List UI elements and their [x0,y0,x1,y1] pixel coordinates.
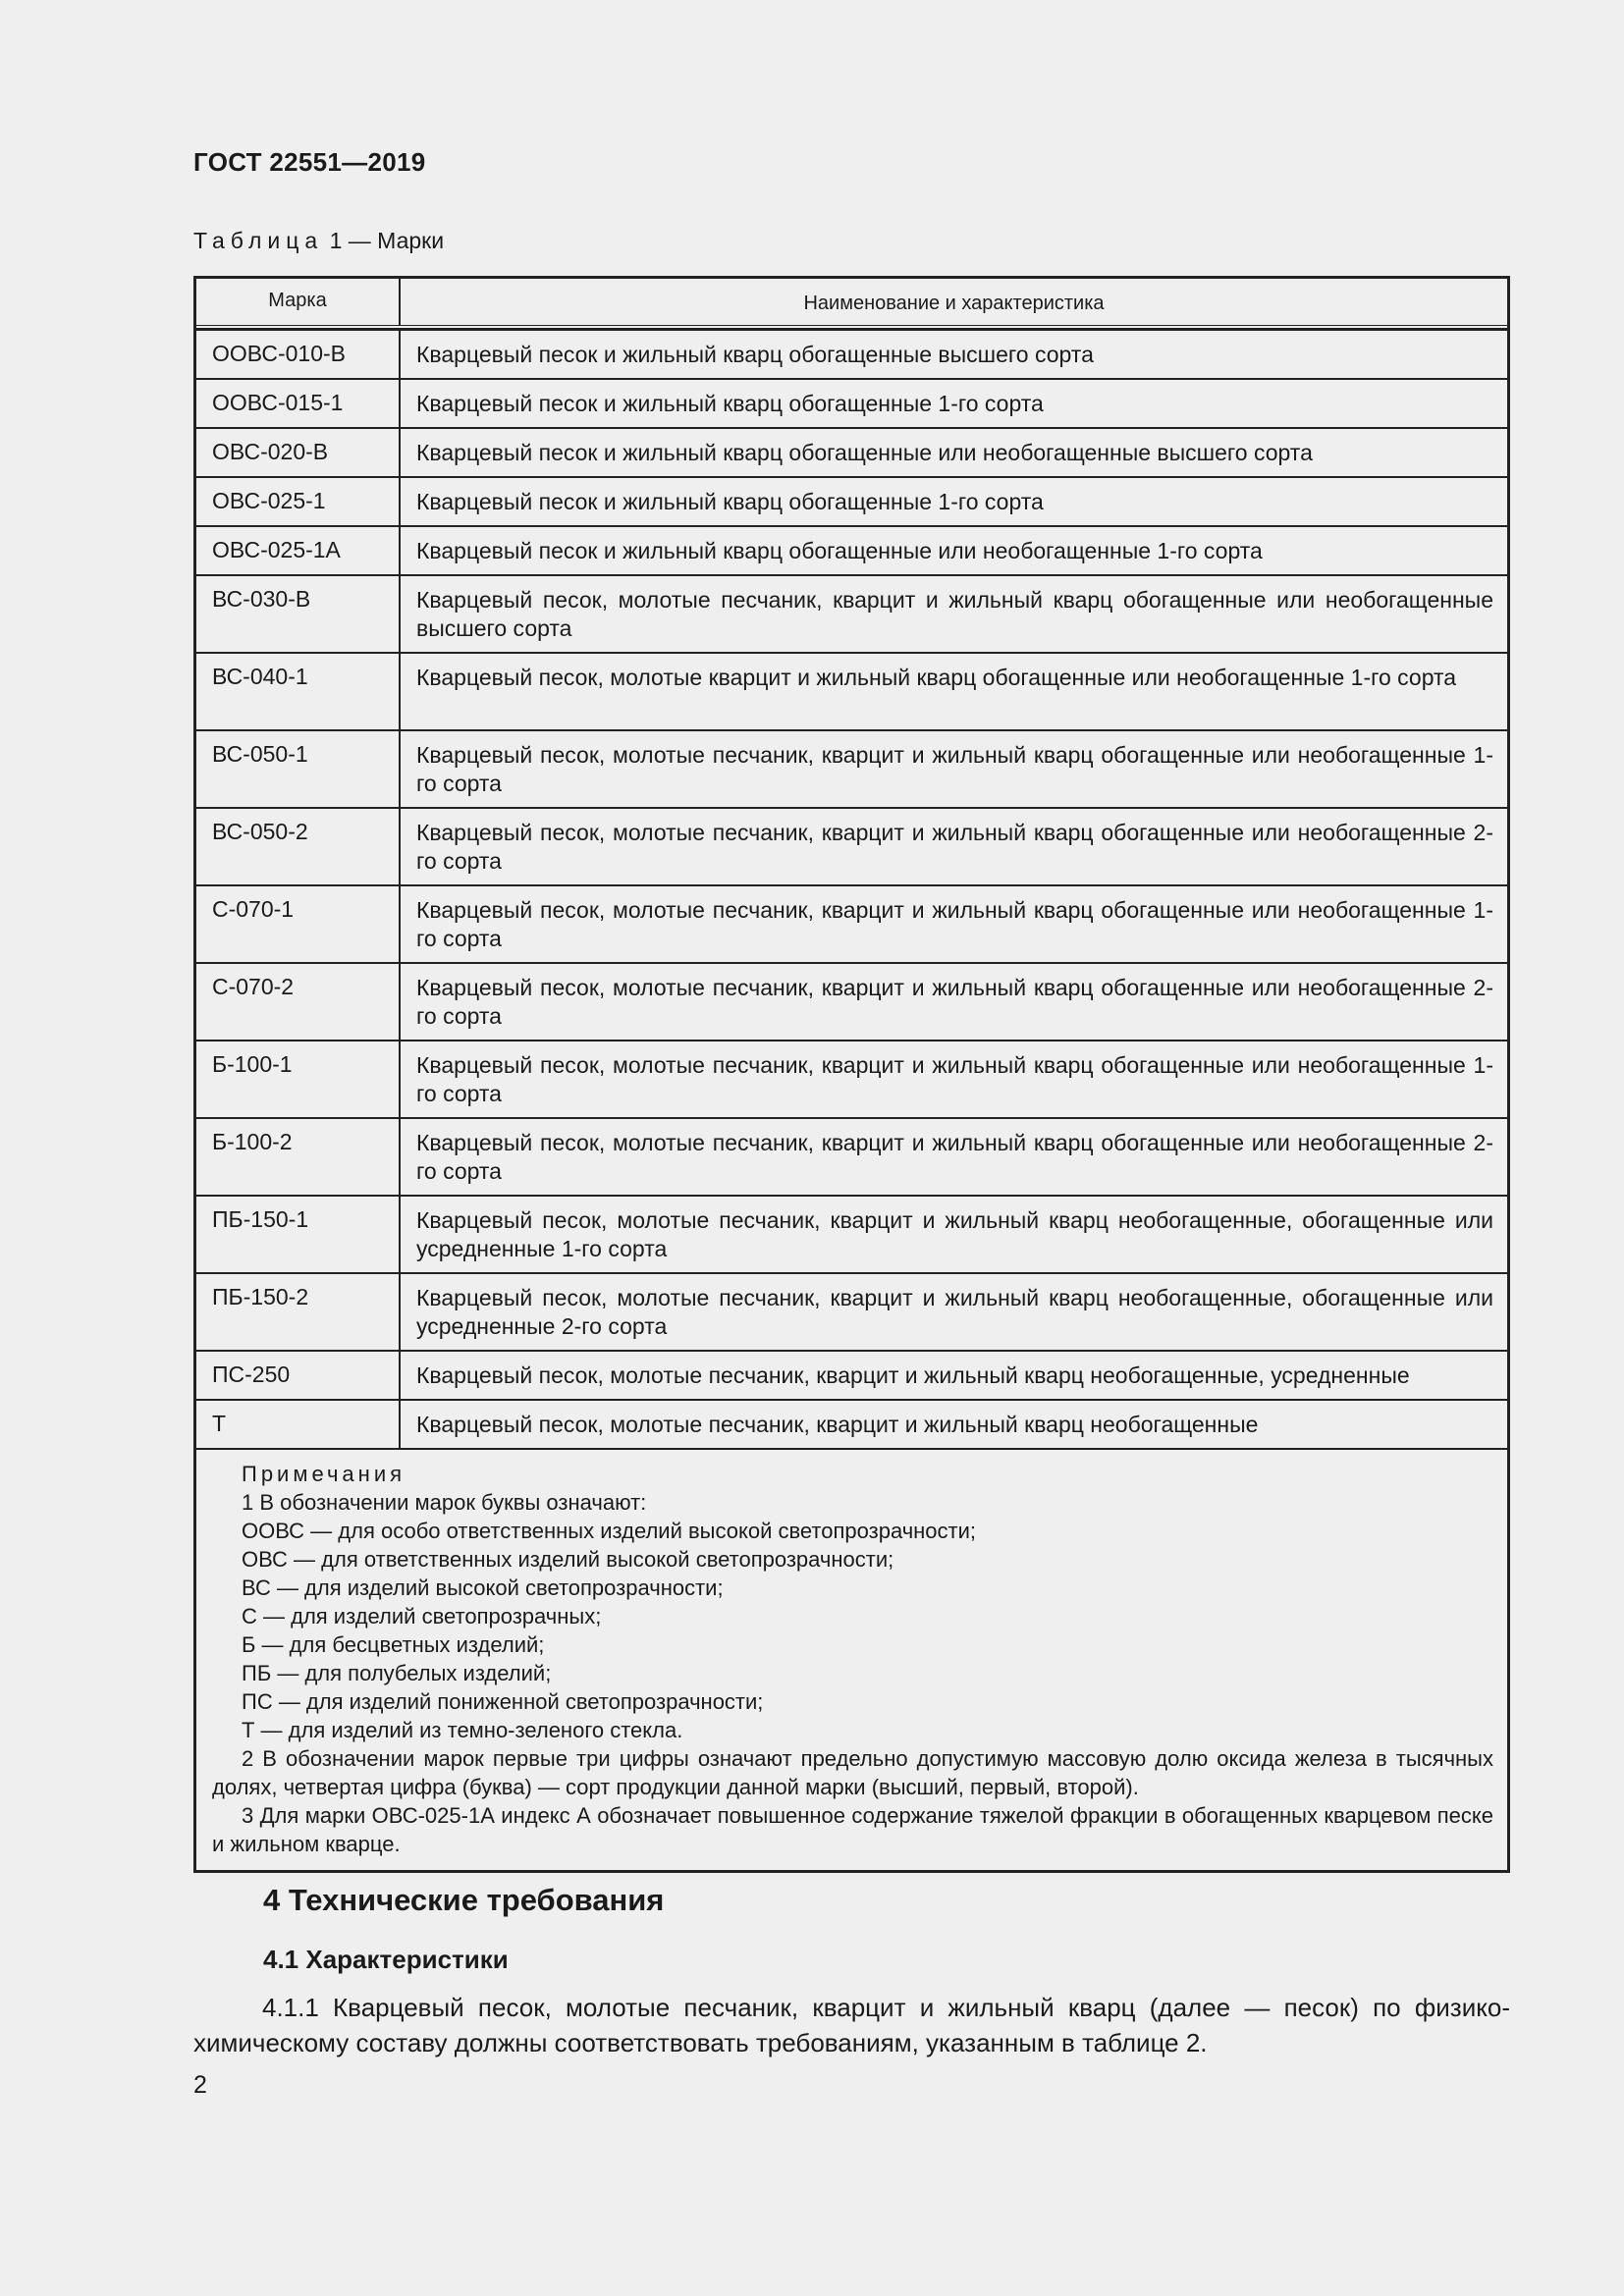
description-cell: Кварцевый песок, молотые песчаник, кварцит и жильный кварц обогащенные или необогащенные 2-го сорта [416,1130,1493,1184]
mark-cell: Б-100-1 [196,1041,401,1117]
note-1-item: ВС — для изделий высокой светопрозрачности; [242,1575,724,1600]
mark-cell: Т [196,1401,401,1448]
note-1-item: С — для изделий светопрозрачных; [242,1604,602,1629]
mark-cell: Б-100-2 [196,1119,401,1195]
column-header-description: Наименование и характеристика [803,293,1105,314]
mark-cell: ООВС-010-В [196,331,401,378]
table-row [196,476,1507,525]
description-cell: Кварцевый песок, молотые песчаник, кварцит и жильный кварц необогащенные, усредненные [416,1362,1410,1388]
note-2: 2 В обозначении марок первые три цифры означают предельно допустимую массовую долю оксида железа в тысячных долях, четвертая цифра (буква) — сорт продукции данной марки (высший, первый, второй). [212,1746,1493,1799]
description-cell: Кварцевый песок и жильный кварц обогащенные 1-го сорта [416,391,1044,416]
description-cell: Кварцевый песок и жильный кварц обогащенные или необогащенные 1-го сорта [416,538,1263,563]
description-cell: Кварцевый песок, молотые песчаник, кварцит и жильный кварц обогащенные или необогащенные 1-го сорта [416,742,1493,796]
table-row [196,729,1507,807]
note-1-item: ООВС — для особо ответственных изделий высокой светопрозрачности; [242,1519,977,1543]
description-cell: Кварцевый песок, молотые песчаник, кварцит и жильный кварц необогащенные [416,1412,1259,1437]
table-row [196,427,1507,476]
mark-cell: ПС-250 [196,1352,401,1399]
description-cell: Кварцевый песок, молотые песчаник, кварцит и жильный кварц обогащенные или необогащенные высшего сорта [416,587,1493,641]
mark-cell: ВС-050-2 [196,809,401,884]
description-cell: Кварцевый песок и жильный кварц обогащенные или необогащенные высшего сорта [416,440,1313,465]
description-cell: Кварцевый песок, молотые песчаник, кварцит и жильный кварц необогащенные, обогащенные или усредненные 2-го сорта [416,1285,1493,1339]
description-cell: Кварцевый песок, молотые песчаник, кварцит и жильный кварц обогащенные или необогащенные 2-го сорта [416,975,1493,1029]
note-1-item: ПБ — для полубелых изделий; [242,1661,552,1685]
note-1-intro: 1 В обозначении марок буквы означают: [242,1490,647,1515]
mark-cell: ОВС-025-1А [196,527,401,574]
table-row [196,1040,1507,1117]
mark-cell: ВС-030-В [196,576,401,652]
table-row [196,884,1507,962]
table-caption-title: — Марки [348,228,445,253]
paragraph-4-1-1: 4.1.1 Кварцевый песок, молотые песчаник, кварцит и жильный кварц (далее — песок) по физико-химическому составу должны соответствовать требованиям, указанным в таблице 2. [193,1993,1510,2057]
note-3: 3 Для марки ОВС-025-1А индекс А обозначает повышенное содержание тяжелой фракции в обогащенных кварцевом песке и жильном кварце. [212,1803,1493,1856]
section-title: 4 Технические требования [263,1883,665,1917]
table-notes [196,1448,1507,1870]
description-cell: Кварцевый песок и жильный кварц обогащенные высшего сорта [416,342,1094,367]
notes-title: Примечания [242,1462,406,1486]
table-row [196,1272,1507,1350]
note-1-item: ПС — для изделий пониженной светопрозрачности; [242,1689,764,1714]
description-cell: Кварцевый песок, молотые песчаник, кварцит и жильный кварц обогащенные или необогащенные 1-го сорта [416,1052,1493,1106]
note-1-item: Б — для бесцветных изделий; [242,1632,545,1657]
document-header: ГОСТ 22551—2019 [193,147,426,177]
table-row [196,378,1507,427]
table-caption-number: 1 [329,228,343,253]
table-row [196,329,1507,378]
table-row [196,807,1507,884]
mark-cell: ОВС-025-1 [196,478,401,525]
table-caption [193,228,444,254]
mark-cell: ПБ-150-2 [196,1274,401,1350]
mark-cell: ВС-040-1 [196,654,401,729]
description-cell: Кварцевый песок, молотые песчаник, кварцит и жильный кварц обогащенные или необогащенные 1-го сорта [416,897,1493,951]
subsection-title: 4.1 Характеристики [263,1945,509,1974]
description-cell: Кварцевый песок, молотые кварцит и жильный кварц обогащенные или необогащенные 1-го сорта [416,665,1457,690]
table-row [196,652,1507,729]
note-1-item: Т — для изделий из темно-зеленого стекла. [242,1718,683,1742]
mark-cell: ПБ-150-1 [196,1197,401,1272]
mark-cell: С-070-2 [196,964,401,1040]
table-row [196,962,1507,1040]
mark-cell: ООВС-015-1 [196,380,401,427]
description-cell: Кварцевый песок и жильный кварц обогащенные 1-го сорта [416,489,1044,514]
table-row [196,1117,1507,1195]
table-row [196,1195,1507,1272]
mark-cell: С-070-1 [196,886,401,962]
description-cell: Кварцевый песок, молотые песчаник, кварцит и жильный кварц необогащенные, обогащенные или усредненные 1-го сорта [416,1207,1493,1261]
table-row [196,1350,1507,1399]
description-cell: Кварцевый песок, молотые песчаник, кварцит и жильный кварц обогащенные или необогащенные 2-го сорта [416,820,1493,874]
page-number: 2 [193,2071,207,2099]
marks-table [193,276,1510,1873]
table-caption-word: Таблица [193,228,324,253]
table-row [196,1399,1507,1448]
column-header-mark: Марка [196,279,401,325]
table-row [196,574,1507,652]
note-1-item: ОВС — для ответственных изделий высокой светопрозрачности; [242,1547,894,1572]
mark-cell: ВС-050-1 [196,731,401,807]
table-row [196,525,1507,574]
mark-cell: ОВС-020-В [196,429,401,476]
table-header-row [196,279,1507,329]
